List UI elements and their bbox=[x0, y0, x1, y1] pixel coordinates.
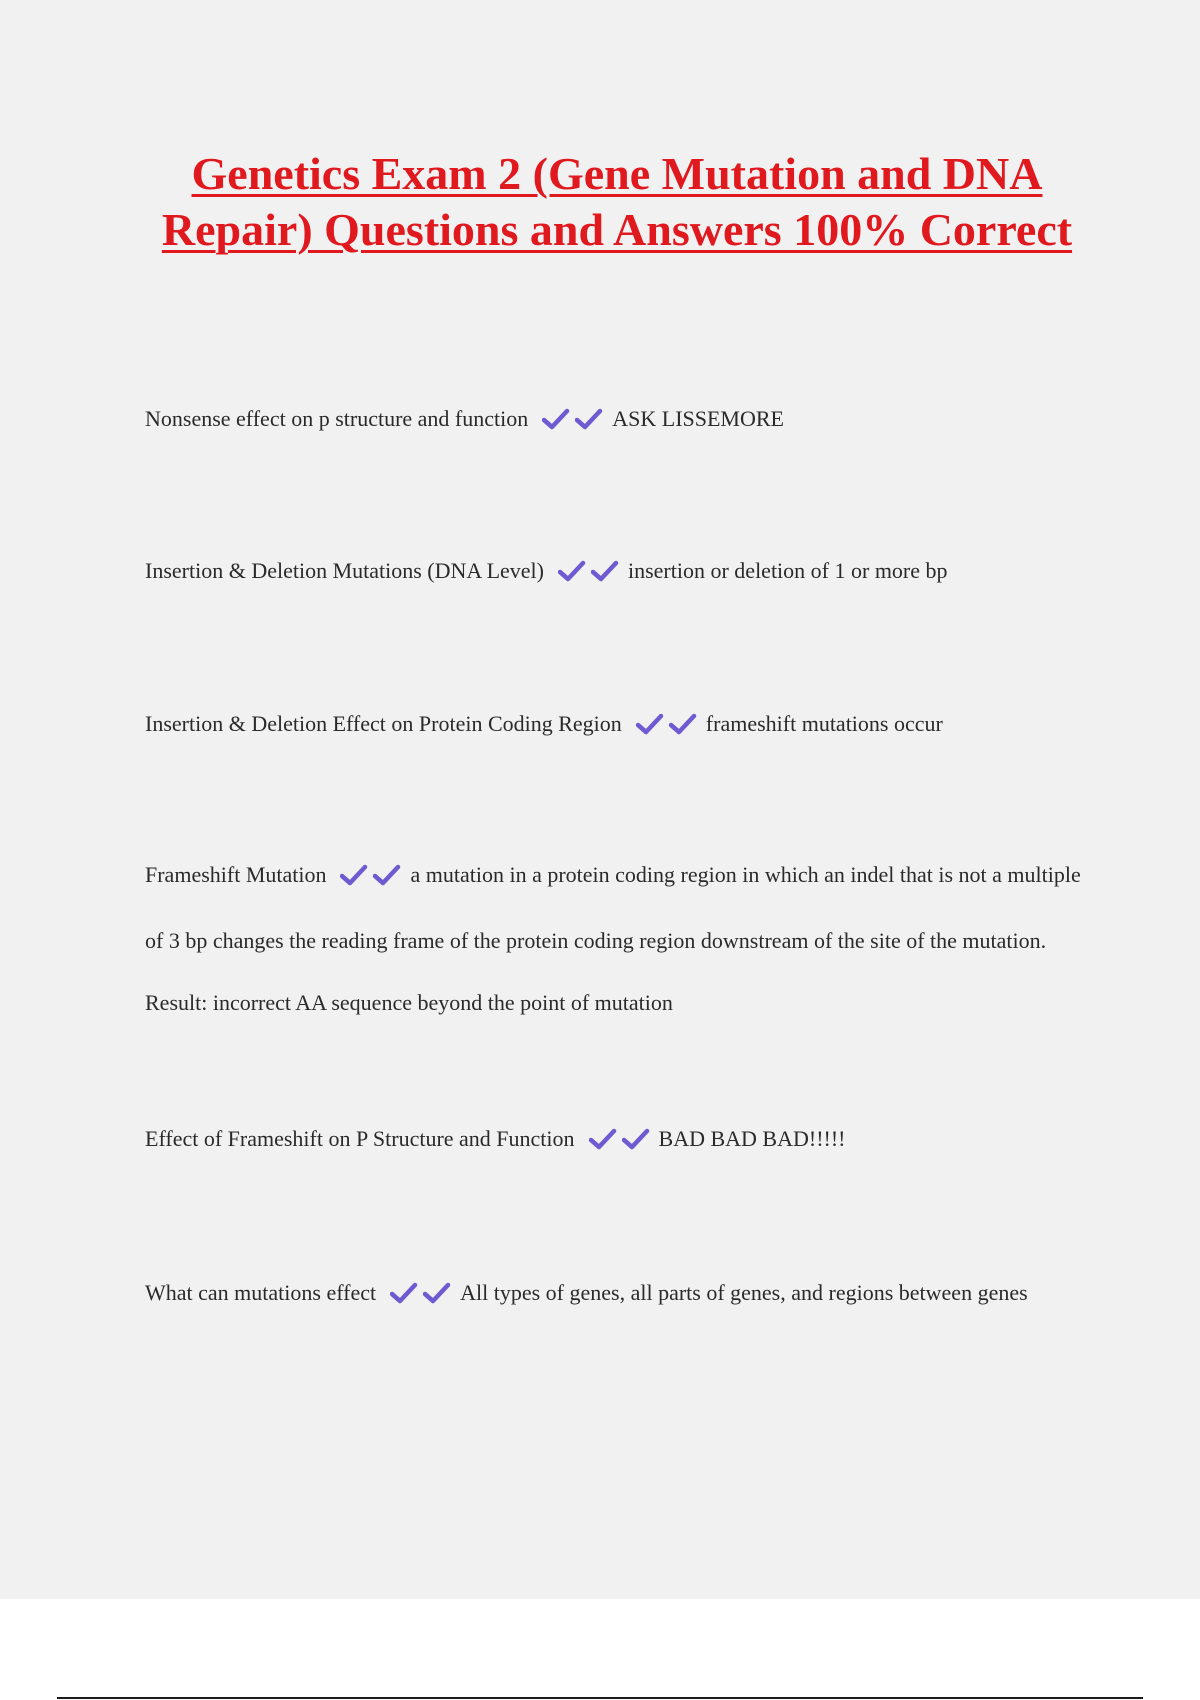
check-marks bbox=[390, 1266, 456, 1328]
question-text: Insertion & Deletion Effect on Protein Coding Region bbox=[145, 711, 622, 736]
footer-divider bbox=[57, 1697, 1143, 1699]
checkmark-icon bbox=[423, 1282, 451, 1304]
answer-text: All types of genes, all parts of genes, and regions between genes bbox=[460, 1280, 1028, 1305]
checkmark-icon bbox=[622, 1128, 650, 1150]
checkmark-icon bbox=[575, 408, 603, 430]
answer-text: insertion or deletion of 1 or more bp bbox=[627, 558, 948, 583]
question-text: What can mutations effect bbox=[145, 1280, 377, 1305]
answer-text: BAD BAD BAD!!!!! bbox=[658, 1126, 846, 1151]
question-text: Nonsense effect on p structure and function bbox=[145, 406, 529, 431]
checkmark-icon bbox=[589, 1128, 617, 1150]
qa-item bbox=[145, 844, 1085, 1034]
checkmark-icon bbox=[591, 560, 619, 582]
question-text: Frameshift Mutation bbox=[145, 862, 327, 887]
check-marks bbox=[589, 1112, 655, 1174]
qa-item bbox=[145, 388, 1085, 454]
checkmark-icon bbox=[542, 408, 570, 430]
checkmark-icon bbox=[390, 1282, 418, 1304]
qa-item bbox=[145, 1108, 1085, 1174]
question-text: Effect of Frameshift on P Structure and Function bbox=[145, 1126, 575, 1151]
checkmark-icon bbox=[340, 864, 368, 886]
check-marks bbox=[558, 544, 624, 606]
document-title: Genetics Exam 2 (Gene Mutation and DNA Repair) Questions and Answers 100% Correct bbox=[161, 148, 1073, 255]
checkmark-icon bbox=[558, 560, 586, 582]
check-marks bbox=[542, 392, 608, 454]
check-marks bbox=[340, 848, 406, 910]
checkmark-icon bbox=[636, 713, 664, 735]
answer-text: a mutation in a protein coding region in which an indel that is not a multiple of 3 bp changes the reading frame of the protein coding region downstream of the site of the mutation. Result: incorrect AA sequence beyond the point of mutation bbox=[145, 862, 1081, 1015]
question-text: Insertion & Deletion Mutations (DNA Level) bbox=[145, 558, 544, 583]
answer-text: frameshift mutations occur bbox=[705, 711, 943, 736]
checkmark-icon bbox=[373, 864, 401, 886]
qa-item bbox=[145, 1262, 1085, 1328]
answer-text: ASK LISSEMORE bbox=[612, 406, 784, 431]
checkmark-icon bbox=[669, 713, 697, 735]
qa-item bbox=[145, 540, 1085, 606]
check-marks bbox=[636, 697, 702, 759]
qa-item bbox=[145, 693, 1085, 759]
